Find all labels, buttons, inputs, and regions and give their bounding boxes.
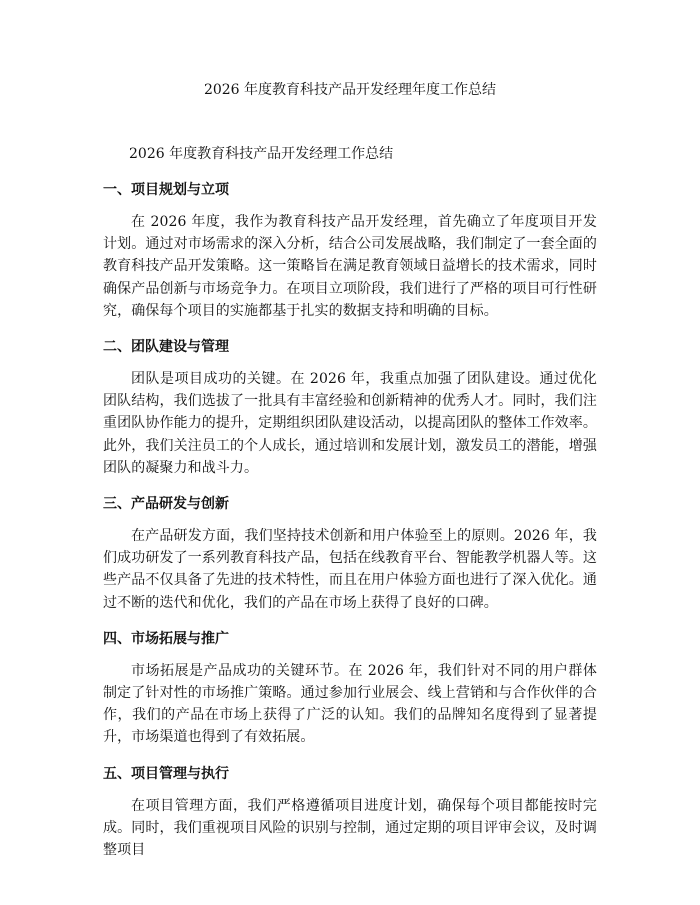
section-paragraph: 在 2026 年度，我作为教育科技产品开发经理，首先确立了年度项目开发计划。通过对市场需求的深入分析，结合公司发展战略，我们制定了一套全面的教育科技产品开发策略。这一策略旨在满足教育领域日益增长的技术需求，同时确保产品创新与市场竞争力。在项目立项阶段，我们进行了严格的项目可行性研究，确保每个项目的实施都基于扎实的数据支持和明确的目标。 <box>103 214 597 319</box>
section-paragraph: 市场拓展是产品成功的关键环节。在 2026 年，我们针对不同的用户群体制定了针对性的市场推广策略。通过参加行业展会、线上营销和与合作伙伴的合作，我们的产品在市场上获得了广泛的认知。我们的品牌知名度得到了显著提升，市场渠道也得到了有效拓展。 <box>103 662 597 746</box>
section-rnd <box>103 489 597 614</box>
section-heading: 五、项目管理与执行 <box>103 765 229 782</box>
section-heading: 三、产品研发与创新 <box>103 496 229 513</box>
section-management <box>103 759 597 862</box>
document-title: 2026 年度教育科技产品开发经理年度工作总结 <box>203 82 497 98</box>
document-subtitle: 2026 年度教育科技产品开发经理工作总结 <box>129 146 394 162</box>
section-market <box>103 624 597 749</box>
section-heading: 一、项目规划与立项 <box>103 182 229 198</box>
section-planning <box>103 175 597 322</box>
section-team <box>103 332 597 479</box>
section-heading: 二、团队建设与管理 <box>103 339 229 356</box>
section-paragraph: 在产品研发方面，我们坚持技术创新和用户体验至上的原则。2026 年，我们成功研发了一系列教育科技产品，包括在线教育平台、智能教学机器人等。这些产品不仅具备了先进的技术特性，而且在用户体验方面也进行了深入优化。通过不断的迭代和优化，我们的产品在市场上获得了良好的口碑。 <box>103 528 597 611</box>
section-paragraph: 团队是项目成功的关键。在 2026 年，我重点加强了团队建设。通过优化团队结构，我们选拔了一批具有丰富经验和创新精神的优秀人才。同时，我们注重团队协作能力的提升，定期组织团队建设活动，以提高团队的整体工作效率。此外，我们关注员工的个人成长，通过培训和发展计划，激发员工的潜能，增强团队的凝聚力和战斗力。 <box>103 371 597 476</box>
section-paragraph: 在项目管理方面，我们严格遵循项目进度计划，确保每个项目都能按时完成。同时，我们重视项目风险的识别与控制，通过定期的项目评审会议，及时调整项目 <box>103 797 597 859</box>
section-heading: 四、市场拓展与推广 <box>103 630 229 647</box>
